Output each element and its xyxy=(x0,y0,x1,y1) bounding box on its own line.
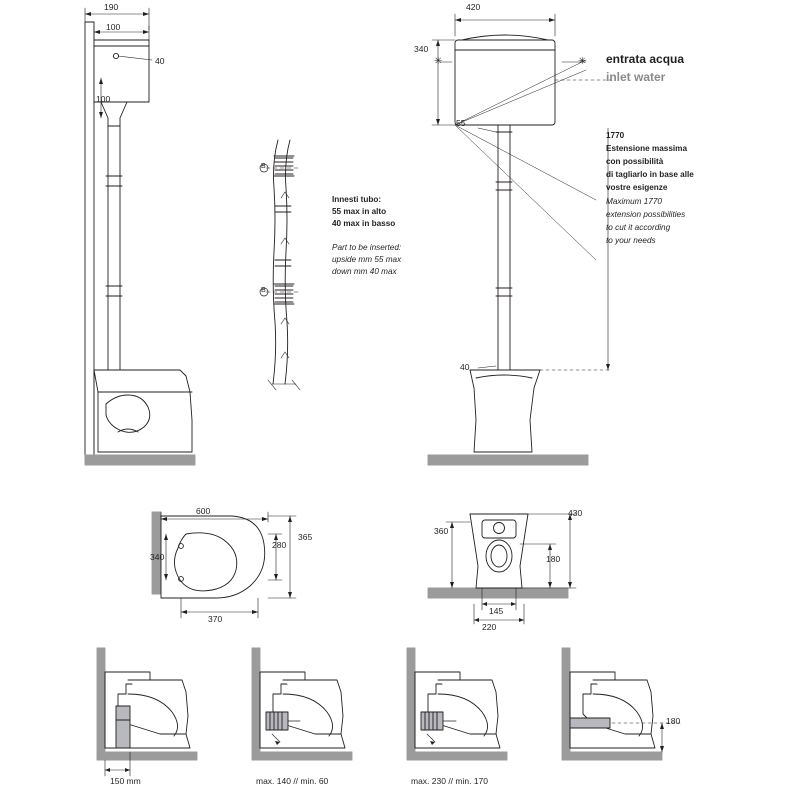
inlet-title-en: inlet water xyxy=(606,70,666,84)
dim-220-label: 220 xyxy=(482,622,497,632)
pipe-detail-title-en: Part to be inserted: xyxy=(332,243,402,252)
extension-it-line1: Estensione massima xyxy=(606,144,688,153)
dim-100-height-label: 100 xyxy=(96,94,111,104)
dim-340-plan-label: 340 xyxy=(150,552,165,562)
bottom-option-3 xyxy=(407,648,507,760)
dim-340-label: 340 xyxy=(414,44,429,54)
dim-360-label: 360 xyxy=(434,526,449,536)
bottom-option-3-label: max. 230 // min. 170 xyxy=(411,776,489,786)
pipe-detail-title-it: Innesti tubo: xyxy=(332,195,382,204)
bottom-option-2-label: max. 140 // min. 60 xyxy=(256,776,329,786)
dim-190-label: 190 xyxy=(104,2,119,12)
bottom-option-4-label: 180 xyxy=(666,716,681,726)
dim-145-label: 145 xyxy=(489,606,504,616)
extension-en-line3: to cut it according xyxy=(606,223,671,232)
pipe-detail-line2-en: down mm 40 max xyxy=(332,267,397,276)
bottom-option-4 xyxy=(562,648,680,760)
pipe-detail-group xyxy=(260,140,300,390)
front-elevation-group xyxy=(428,14,612,465)
dim-280-label: 280 xyxy=(272,540,287,550)
dim-420-label: 420 xyxy=(466,2,481,12)
inlet-title-it: entrata acqua xyxy=(606,52,685,66)
marker-b-bottom: B xyxy=(261,287,266,294)
inlet-star-left-icon: ✳ xyxy=(434,56,443,67)
inlet-star-right-icon: ✳ xyxy=(578,56,587,67)
dim-370-label: 370 xyxy=(208,614,223,624)
extension-value: 1770 xyxy=(606,131,625,140)
bottom-option-1 xyxy=(97,648,197,776)
dim-40-bottom-label: 40 xyxy=(460,362,470,372)
dim-365-label: 365 xyxy=(298,532,313,542)
extension-it-line2: con possibilità xyxy=(606,157,664,166)
extension-it-line4: vostre esigenze xyxy=(606,183,668,192)
extension-it-line3: di tagliarlo in base alle xyxy=(606,170,694,179)
dim-180-rear-label: 180 xyxy=(546,554,561,564)
left-elevation-group xyxy=(85,8,195,465)
dim-430-label: 430 xyxy=(568,508,583,518)
bottom-option-1-label: 150 mm xyxy=(110,776,141,786)
bottom-option-2 xyxy=(252,648,352,760)
pipe-detail-line1-en: upside mm 55 max xyxy=(332,255,402,264)
dim-600-label: 600 xyxy=(196,506,211,516)
extension-en-line2: extension possibilities xyxy=(606,210,686,219)
marker-b-top: B xyxy=(261,163,266,170)
extension-en-line1: Maximum 1770 xyxy=(606,197,662,206)
dim-40-inlet-label: 40 xyxy=(155,56,165,66)
extension-en-line4: to your needs xyxy=(606,236,656,245)
pipe-detail-line2-it: 40 max in basso xyxy=(332,219,396,228)
dim-100-top-label: 100 xyxy=(106,22,121,32)
dim-55-label: 55 xyxy=(456,118,466,128)
plan-view-group xyxy=(152,512,296,618)
pipe-detail-line1-it: 55 max in alto xyxy=(332,207,387,216)
